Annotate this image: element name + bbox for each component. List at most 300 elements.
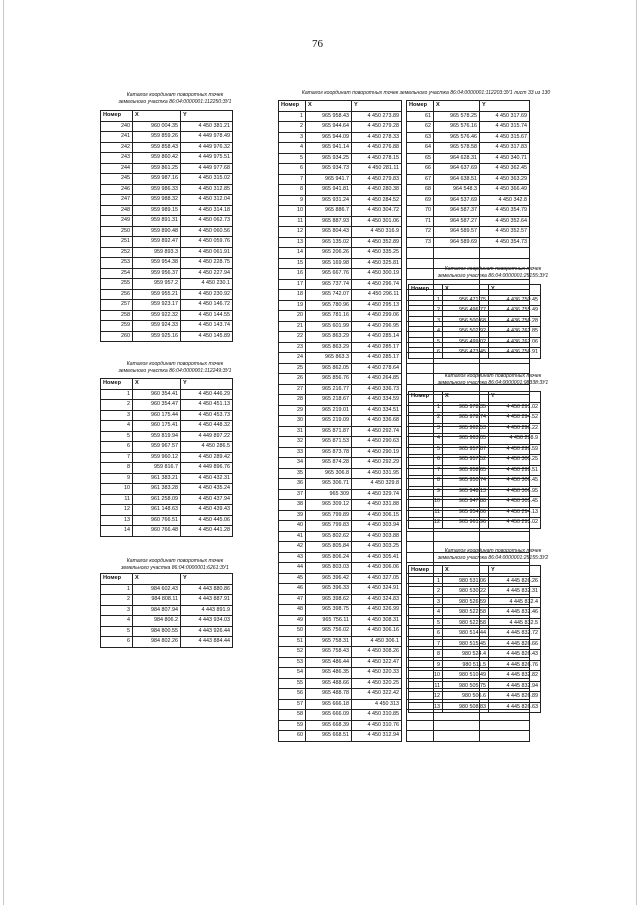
x-coordinate: 965 486.44: [306, 657, 352, 668]
point-number: 246: [101, 184, 133, 195]
y-coordinate: 4 450 306.16: [352, 626, 402, 637]
y-coordinate: 4 450 325.81: [352, 258, 402, 269]
point-number: 255: [101, 279, 133, 290]
point-number: 25: [279, 363, 306, 374]
point-number: 10: [101, 484, 133, 495]
column-header-y: Y: [489, 566, 541, 577]
y-coordinate: 4 445 826.66: [489, 639, 541, 650]
column-header-x: X: [133, 574, 181, 585]
y-coordinate: 4 436 762.06: [489, 337, 541, 348]
y-coordinate: 4 450 298.9: [489, 434, 541, 445]
x-coordinate: 965 874.28: [306, 458, 352, 469]
point-number: 51: [279, 636, 306, 647]
y-coordinate: 4 443 884.44: [181, 637, 233, 648]
point-number: 13: [101, 515, 133, 526]
x-coordinate: 965 799.83: [306, 521, 352, 532]
y-coordinate: 4 450 315.74: [480, 122, 530, 133]
x-coordinate: 980 514.44: [443, 629, 489, 640]
table-row: [101, 184, 233, 195]
x-coordinate: 965 978.74: [443, 413, 489, 424]
x-coordinate: 964 537.69: [434, 195, 480, 206]
point-number: 56: [279, 689, 306, 700]
y-coordinate: 4 450 336.68: [352, 416, 402, 427]
point-number: 46: [279, 584, 306, 595]
x-coordinate: 965 958.43: [306, 111, 352, 122]
point-number: 38: [279, 500, 306, 511]
x-coordinate: 980 522.58: [443, 608, 489, 619]
x-coordinate: 956 471.75: [443, 295, 489, 306]
table-row: [409, 660, 541, 671]
point-number: 6: [101, 637, 133, 648]
table-row: [409, 413, 541, 424]
column-header-x: X: [133, 379, 181, 390]
x-coordinate: 965 957.87: [443, 444, 489, 455]
x-coordinate: 959 954.38: [133, 258, 181, 269]
point-number: 71: [407, 216, 434, 227]
table-row: [101, 452, 233, 463]
x-coordinate: 965 756.02: [306, 626, 352, 637]
y-coordinate: 4 443 887.91: [181, 595, 233, 606]
y-coordinate: 4 443 880.86: [181, 584, 233, 595]
point-number: 72: [407, 227, 434, 238]
x-coordinate: 959 923.17: [133, 300, 181, 311]
point-number: 5: [279, 153, 306, 164]
point-number: 1: [409, 576, 443, 587]
column-header-y: Y: [489, 285, 541, 296]
y-coordinate: 4 436 762.85: [489, 327, 541, 338]
point-number: 67: [407, 174, 434, 185]
y-coordinate: 4 450 273.89: [352, 111, 402, 122]
point-number: 2: [279, 122, 306, 133]
x-coordinate: 959 955.21: [133, 289, 181, 300]
point-number: 1: [279, 111, 306, 122]
catalog-caption: [100, 361, 250, 374]
point-number: 19: [279, 300, 306, 311]
point-number: 53: [279, 657, 306, 668]
coordinate-table: [408, 565, 541, 713]
y-coordinate: 4 445 832.4: [489, 597, 541, 608]
caption-line: Каталог координат поворотных точек: [444, 548, 542, 554]
point-number: 58: [279, 710, 306, 721]
table-row: [409, 295, 541, 306]
point-number: 55: [279, 678, 306, 689]
point-number: 7: [409, 465, 443, 476]
point-number: 12: [279, 227, 306, 238]
point-number: [407, 363, 434, 374]
table-row: [101, 237, 233, 248]
y-coordinate: 4 450 312.94: [352, 731, 402, 742]
y-coordinate: 4 443 926.44: [181, 626, 233, 637]
point-number: 21: [279, 321, 306, 332]
y-coordinate: 4 450 362.45: [480, 164, 530, 175]
y-coordinate: 4 450 306.95: [489, 486, 541, 497]
y-coordinate: 4 449 975.51: [181, 153, 233, 164]
x-coordinate: 964 628.31: [434, 153, 480, 164]
x-coordinate: 956 502.92: [443, 327, 489, 338]
table-row: [279, 227, 530, 238]
table-row: [279, 122, 530, 133]
x-coordinate: [434, 248, 480, 259]
x-coordinate: 959 819.94: [133, 431, 181, 442]
y-coordinate: 4 450 291.02: [489, 402, 541, 413]
point-number: 8: [409, 650, 443, 661]
column-header-x: X: [443, 285, 489, 296]
y-coordinate: 4 450 059.76: [181, 237, 233, 248]
y-coordinate: 4 450 278.33: [352, 132, 402, 143]
table-row: [101, 526, 233, 537]
table-row: [101, 442, 233, 453]
x-coordinate: 959 957.2: [133, 279, 181, 290]
y-coordinate: 4 450 354.79: [480, 206, 530, 217]
x-coordinate: 965 962.53: [443, 423, 489, 434]
table-row: [101, 505, 233, 516]
x-coordinate: 965 396.33: [306, 584, 352, 595]
x-coordinate: 960 766.51: [133, 515, 181, 526]
y-coordinate: 4 445 832.46: [489, 608, 541, 619]
table-row: [101, 400, 233, 411]
column-header-y: Y: [489, 392, 541, 403]
y-coordinate: 4 450 062.73: [181, 216, 233, 227]
point-number: 47: [279, 594, 306, 605]
y-coordinate: 4 450 334.59: [352, 395, 402, 406]
y-coordinate: 4 450 310.85: [352, 710, 402, 721]
coordinate-table: [100, 378, 233, 537]
x-coordinate: 965 941.7: [306, 174, 352, 185]
y-coordinate: 4 450 306.1: [352, 636, 402, 647]
point-number: 251: [101, 237, 133, 248]
y-coordinate: 4 445 832.31: [489, 587, 541, 598]
point-number: 1: [101, 584, 133, 595]
point-number: 7: [409, 639, 443, 650]
column-header-y: Y: [181, 574, 233, 585]
y-coordinate: 4 450 315.67: [480, 132, 530, 143]
y-coordinate: 4 449 976.32: [181, 142, 233, 153]
y-coordinate: 4 450 294.52: [489, 413, 541, 424]
x-coordinate: 959 925.16: [133, 331, 181, 342]
y-coordinate: 4 450 439.43: [181, 505, 233, 516]
y-coordinate: 4 450 308.31: [352, 615, 402, 626]
table-row: [279, 111, 530, 122]
x-coordinate: 965 758.43: [306, 647, 352, 658]
point-number: 69: [407, 195, 434, 206]
y-coordinate: 4 450 278.64: [352, 363, 402, 374]
y-coordinate: 4 450 335.25: [352, 248, 402, 259]
x-coordinate: 965 135.02: [306, 237, 352, 248]
x-coordinate: 959 987.16: [133, 174, 181, 185]
point-number: 9: [279, 195, 306, 206]
column-header-x: X: [443, 566, 489, 577]
table-row: [409, 348, 541, 359]
coordinate-table: [100, 110, 233, 342]
table-row: [101, 174, 233, 185]
table-row: [101, 494, 233, 505]
point-number: 43: [279, 552, 306, 563]
y-coordinate: 4 450 310.76: [352, 720, 402, 731]
y-coordinate: 4 450 280.38: [352, 185, 402, 196]
point-number: 52: [279, 647, 306, 658]
point-number: 37: [279, 489, 306, 500]
y-coordinate: 4 445 826.89: [489, 692, 541, 703]
table-row: [409, 507, 541, 518]
table-row: [409, 650, 541, 661]
x-coordinate: 960 766.48: [133, 526, 181, 537]
caption-line: земельного участка 86:04:0000001:112249:ЗУ1: [118, 367, 232, 374]
y-coordinate: 4 450 303.88: [352, 531, 402, 542]
point-number: 250: [101, 226, 133, 237]
y-coordinate: 4 445 826.63: [489, 702, 541, 713]
point-number: 259: [101, 321, 133, 332]
x-coordinate: 965 944.64: [306, 122, 352, 133]
point-number: 73: [407, 237, 434, 248]
y-coordinate: [480, 731, 530, 742]
table-row: [279, 132, 530, 143]
point-number: 6: [409, 629, 443, 640]
y-coordinate: 4 450 312.04: [181, 195, 233, 206]
table-row: [409, 455, 541, 466]
x-coordinate: 965 871.87: [306, 426, 352, 437]
x-coordinate: 964 589.69: [434, 237, 480, 248]
coordinate-table: [408, 391, 541, 529]
y-coordinate: 4 449 978.49: [181, 132, 233, 143]
point-number: 20: [279, 311, 306, 322]
column-header-number: Номер: [279, 101, 306, 112]
point-number: 7: [101, 452, 133, 463]
y-coordinate: 4 443 891.9: [181, 605, 233, 616]
x-coordinate: 984 806.2: [133, 616, 181, 627]
x-coordinate: 980 515.45: [443, 639, 489, 650]
x-coordinate: [434, 531, 480, 542]
point-number: 10: [409, 671, 443, 682]
point-number: 244: [101, 163, 133, 174]
y-coordinate: 4 450 308.26: [352, 647, 402, 658]
y-coordinate: 4 445 832.94: [489, 681, 541, 692]
table-row: [101, 163, 233, 174]
y-coordinate: 4 450 284.52: [352, 195, 402, 206]
column-header-x: X: [306, 101, 352, 112]
y-coordinate: 4 450 322.47: [352, 657, 402, 668]
point-number: 13: [279, 237, 306, 248]
table-row: [101, 247, 233, 258]
catalog-caption: [100, 558, 250, 571]
x-coordinate: 984 800.55: [133, 626, 181, 637]
y-coordinate: 4 450 276.88: [352, 143, 402, 154]
y-coordinate: 4 450 303.25: [352, 542, 402, 553]
x-coordinate: 959 960.12: [133, 452, 181, 463]
table-row: [279, 363, 530, 374]
x-coordinate: 959 989.15: [133, 205, 181, 216]
x-coordinate: 956 500.68: [443, 316, 489, 327]
y-coordinate: 4 450 446.29: [181, 389, 233, 400]
point-number: 4: [409, 608, 443, 619]
table-row: [279, 153, 530, 164]
x-coordinate: 965 863.3: [306, 353, 352, 364]
point-number: 241: [101, 132, 133, 143]
y-coordinate: 4 450 315.02: [181, 174, 233, 185]
y-coordinate: 4 436 750.45: [489, 295, 541, 306]
point-number: 4: [409, 327, 443, 338]
column-header-number: Номер: [409, 392, 443, 403]
point-number: 26: [279, 374, 306, 385]
table-row: [409, 518, 541, 529]
point-number: 9: [101, 473, 133, 484]
point-number: 254: [101, 268, 133, 279]
x-coordinate: 961 383.21: [133, 473, 181, 484]
point-number: 29: [279, 405, 306, 416]
point-number: 252: [101, 247, 133, 258]
x-coordinate: 965 206.26: [306, 248, 352, 259]
x-coordinate: 961 258.09: [133, 494, 181, 505]
table-row: [409, 444, 541, 455]
x-coordinate: 980 526.59: [443, 597, 489, 608]
table-row: [409, 597, 541, 608]
point-number: 62: [407, 122, 434, 133]
y-coordinate: 4 450 145.89: [181, 331, 233, 342]
y-coordinate: 4 450 322.42: [352, 689, 402, 700]
point-number: 3: [101, 605, 133, 616]
x-coordinate: 965 219.01: [306, 405, 352, 416]
point-number: 2: [409, 413, 443, 424]
y-coordinate: 4 450 324.91: [352, 584, 402, 595]
x-coordinate: 965 871.53: [306, 437, 352, 448]
table-row: [279, 164, 530, 175]
table-row: [101, 421, 233, 432]
table-row: [101, 473, 233, 484]
x-coordinate: 965 978.35: [443, 402, 489, 413]
y-coordinate: 4 445 826.26: [489, 576, 541, 587]
table-row: [279, 206, 530, 217]
table-row: [101, 584, 233, 595]
column-header-number: Номер: [407, 101, 434, 112]
y-coordinate: 4 450 301.06: [352, 216, 402, 227]
y-coordinate: 4 450 453.73: [181, 410, 233, 421]
x-coordinate: 965 488.66: [306, 678, 352, 689]
x-coordinate: 965 578.25: [434, 111, 480, 122]
y-coordinate: 4 450 304.72: [352, 206, 402, 217]
y-coordinate: 4 450 296.74: [352, 279, 402, 290]
x-coordinate: 959 891.31: [133, 216, 181, 227]
y-coordinate: 4 450 306.15: [352, 510, 402, 521]
y-coordinate: 4 445 826.43: [489, 650, 541, 661]
point-number: 9: [409, 660, 443, 671]
table-row: [409, 639, 541, 650]
column-header-number: Номер: [409, 285, 443, 296]
table-row: [409, 423, 541, 434]
point-number: 3: [101, 410, 133, 421]
y-coordinate: 4 450 060.56: [181, 226, 233, 237]
table-row: [101, 595, 233, 606]
table-row: [101, 132, 233, 143]
column-header-number: Номер: [101, 379, 133, 390]
y-coordinate: 4 450 227.94: [181, 268, 233, 279]
point-number: 23: [279, 342, 306, 353]
y-coordinate: 4 450 285.17: [352, 353, 402, 364]
point-number: 70: [407, 206, 434, 217]
table-row: [409, 486, 541, 497]
point-number: 6: [409, 455, 443, 466]
y-coordinate: 4 443 934.03: [181, 616, 233, 627]
y-coordinate: 4 450 305.45: [489, 497, 541, 508]
x-coordinate: 965 667.76: [306, 269, 352, 280]
point-number: 4: [101, 616, 133, 627]
x-coordinate: 965 944.09: [306, 132, 352, 143]
y-coordinate: 4 450 316.9: [352, 227, 402, 238]
point-number: 5: [409, 444, 443, 455]
y-coordinate: 4 450 143.74: [181, 321, 233, 332]
y-coordinate: 4 450 324.83: [352, 594, 402, 605]
x-coordinate: 965 486.35: [306, 668, 352, 679]
point-number: 240: [101, 121, 133, 132]
x-coordinate: 959 860.42: [133, 153, 181, 164]
point-number: 16: [279, 269, 306, 280]
point-number: 258: [101, 310, 133, 321]
point-number: 6: [279, 164, 306, 175]
caption-line: Каталог координат поворотных точек земельного участка 86:04:0000001:112203:ЗУ1 лист 33 из 130: [301, 90, 551, 96]
x-coordinate: 965 887.93: [306, 216, 352, 227]
x-coordinate: 965 886.7: [306, 206, 352, 217]
x-coordinate: 980 522.58: [443, 618, 489, 629]
point-number: 57: [279, 699, 306, 710]
x-coordinate: 964 589.57: [434, 227, 480, 238]
point-number: 10: [279, 206, 306, 217]
table-row: [101, 268, 233, 279]
caption-line: земельного участка 86:04:0000001:25155:ЗУ1: [437, 272, 549, 279]
point-number: 28: [279, 395, 306, 406]
x-coordinate: 980 511.5: [443, 660, 489, 671]
column-header-x: X: [133, 111, 181, 122]
table-row: [279, 531, 530, 542]
column-header-x: X: [434, 101, 480, 112]
x-coordinate: 984 807.94: [133, 605, 181, 616]
table-row: [101, 515, 233, 526]
x-coordinate: 965 863.29: [306, 342, 352, 353]
x-coordinate: 965 309.12: [306, 500, 352, 511]
point-number: 260: [101, 331, 133, 342]
x-coordinate: 965 963.05: [443, 434, 489, 445]
y-coordinate: 4 450 363.29: [480, 174, 530, 185]
page-right-edge: [636, 0, 637, 905]
point-number: 245: [101, 174, 133, 185]
x-coordinate: 959 986.33: [133, 184, 181, 195]
table-row: [101, 626, 233, 637]
point-number: 9: [409, 486, 443, 497]
y-coordinate: 4 450 312.85: [181, 184, 233, 195]
point-number: 3: [409, 597, 443, 608]
column-header-y: Y: [352, 101, 402, 112]
column-header-number: Номер: [101, 574, 133, 585]
table-row: [279, 731, 530, 742]
x-coordinate: 965 873.78: [306, 447, 352, 458]
y-coordinate: 4 450 290.19: [352, 447, 402, 458]
y-coordinate: 4 450 290.63: [352, 437, 402, 448]
x-coordinate: 956 496.77: [443, 306, 489, 317]
x-coordinate: 960 004.35: [133, 121, 181, 132]
y-coordinate: 4 450 329.74: [352, 489, 402, 500]
x-coordinate: [434, 720, 480, 731]
point-number: 248: [101, 205, 133, 216]
point-number: 36: [279, 479, 306, 490]
y-coordinate: 4 450 329.8: [352, 479, 402, 490]
y-coordinate: 4 445 832.5: [489, 618, 541, 629]
point-number: 2: [409, 587, 443, 598]
table-row: [101, 121, 233, 132]
point-number: [407, 731, 434, 742]
caption-line: Каталог координат поворотных точек: [444, 266, 542, 272]
x-coordinate: 965 306.71: [306, 479, 352, 490]
y-coordinate: 4 450 352.64: [480, 216, 530, 227]
y-coordinate: 4 450 292.74: [352, 426, 402, 437]
point-number: 1: [101, 389, 133, 400]
point-number: 5: [409, 618, 443, 629]
